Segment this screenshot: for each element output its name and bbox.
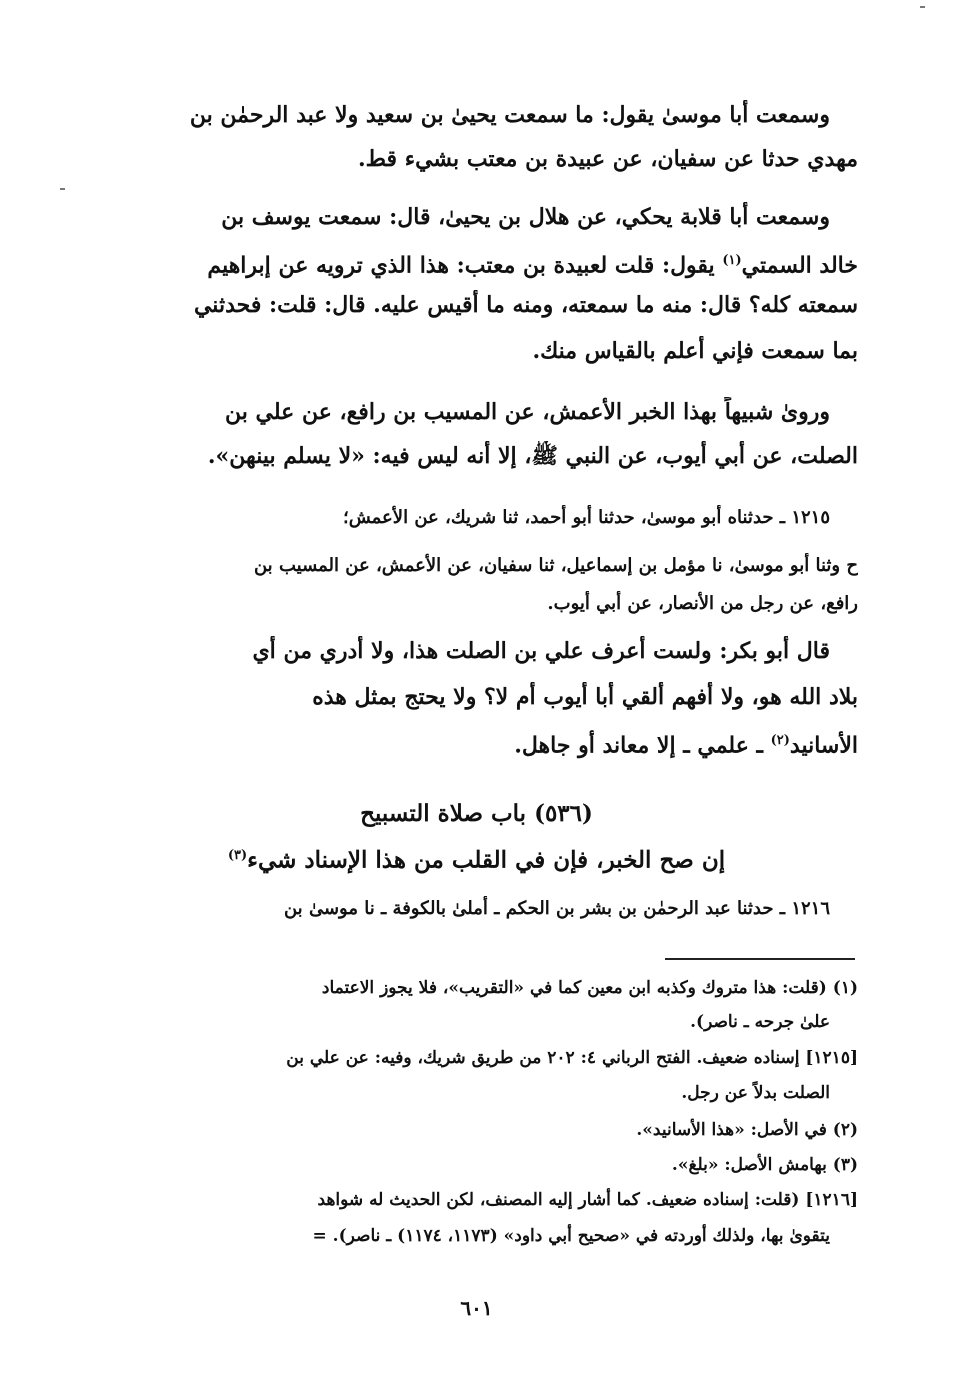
para4-line-2: بلاد الله هو، ولا أفهم ألقي أبا أيوب أم لا؟ ولا يحتج بمثل هذه <box>312 684 858 710</box>
footnote-1215-line-1: [١٢١٥] إسناده ضعيف. الفتح الرباني ٤: ٢٠٢ من طريق شريك، وفيه: عن علي بن <box>286 1048 858 1068</box>
hadith-1215-line-1: ١٢١٥ ـ حدثناه أبو موسىٰ، حدثنا أبو أحمد، ثنا شريك، عن الأعمش؛ <box>342 507 830 528</box>
para3-line-2: الصلت، عن أبي أيوب، عن النبي ﷺ، إلا أنه ليس فيه: «لا يسلم بينهن». <box>207 443 858 469</box>
page-number: ٦٠١ <box>460 1296 493 1320</box>
para4-line-3-text: ـ علمي ـ إلا معاند أو جاهل. <box>514 732 771 759</box>
footnote-1216-line-1: [١٢١٦] (قلت: إسناده ضعيف. كما أشار إليه المصنف، لكن الحديث له شواهد <box>317 1190 858 1210</box>
margin-tick <box>60 188 65 190</box>
para4-line-1: قال أبو بكر: ولست أعرف علي بن الصلت هذا، ولا أدري من أي <box>252 638 830 664</box>
footnote-ref-2: (٢) <box>770 733 790 748</box>
chapter-title: (٥٣٦) باب صلاة التسبيح <box>360 800 593 827</box>
footnote-separator <box>665 958 855 960</box>
para2-name: خالد السمتي <box>741 252 858 279</box>
margin-tick <box>920 6 925 8</box>
footnote-1-line-2: علىٰ جرحه ـ ناصر). <box>690 1012 830 1032</box>
footnote-3: (٣) بهامش الأصل: «بلغ». <box>671 1155 858 1175</box>
footnote-1216-line-2: يتقوىٰ بها، ولذلك أوردته في «صحيح أبي داود» (١١٧٣، ١١٧٤) ـ ناصر). = <box>312 1226 830 1246</box>
footnote-ref-1: (١) <box>722 253 742 268</box>
chapter-subtitle: إن صح الخبر، فإن في القلب من هذا الإسناد شيء <box>247 846 726 874</box>
hadith-1216-line-1: ١٢١٦ ـ حدثنا عبد الرحمٰن بن بشر بن الحكم ـ أملىٰ بالكوفة ـ نا موسىٰ بن <box>283 898 830 919</box>
para4-asanid: الأسانيد <box>789 732 858 759</box>
para2-line-2-text: يقول: قلت لعبيدة بن معتب: هذا الذي ترويه عن إبراهيم <box>207 252 715 279</box>
para2-line-4: بما سمعت فإني أعلم بالقياس منك. <box>532 338 858 364</box>
footnote-1215-line-2: الصلت بدلاً عن رجل. <box>681 1083 830 1103</box>
para2-line-3: سمعته كله؟ قال: منه ما سمعته، ومنه ما أقيس عليه. قال: قلت: فحدثني <box>193 292 858 318</box>
hadith-1215-line-2: ح وثنا أبو موسىٰ، نا مؤمل بن إسماعيل، ثنا سفيان، عن الأعمش، عن المسيب بن <box>253 555 858 576</box>
para3-line-1: ورویٰ شبيهاً بهذا الخبر الأعمش، عن المسيب بن رافع، عن علي بن <box>225 399 830 425</box>
chapter-subtitle-line <box>0 840 953 877</box>
para1-line-1: وسمعت أبا موسىٰ يقول: ما سمعت يحيىٰ بن سعيد ولا عبد الرحمٰن بن <box>189 102 830 128</box>
hadith-1215-line-3: رافع، عن رجل من الأنصار، عن أبي أيوب. <box>547 593 858 614</box>
footnote-2: (٢) في الأصل: «هذا الأسانيد». <box>636 1120 858 1140</box>
para2-line-1: وسمعت أبا قلابة يحكي، عن هلال بن يحيىٰ، قال: سمعت يوسف بن <box>221 204 830 230</box>
footnote-1-line-1: (١) (قلت: هذا متروك وكذبه ابن معين كما في «التقريب»، فلا يجوز الاعتماد <box>321 978 858 998</box>
para1-line-2: مهدي حدثا عن سفيان، عن عبيدة بن معتب بشيء قط. <box>358 146 858 172</box>
para2-line-2 <box>92 246 858 280</box>
para4-line-3 <box>92 726 858 760</box>
footnote-ref-3: (٣) <box>227 848 248 863</box>
